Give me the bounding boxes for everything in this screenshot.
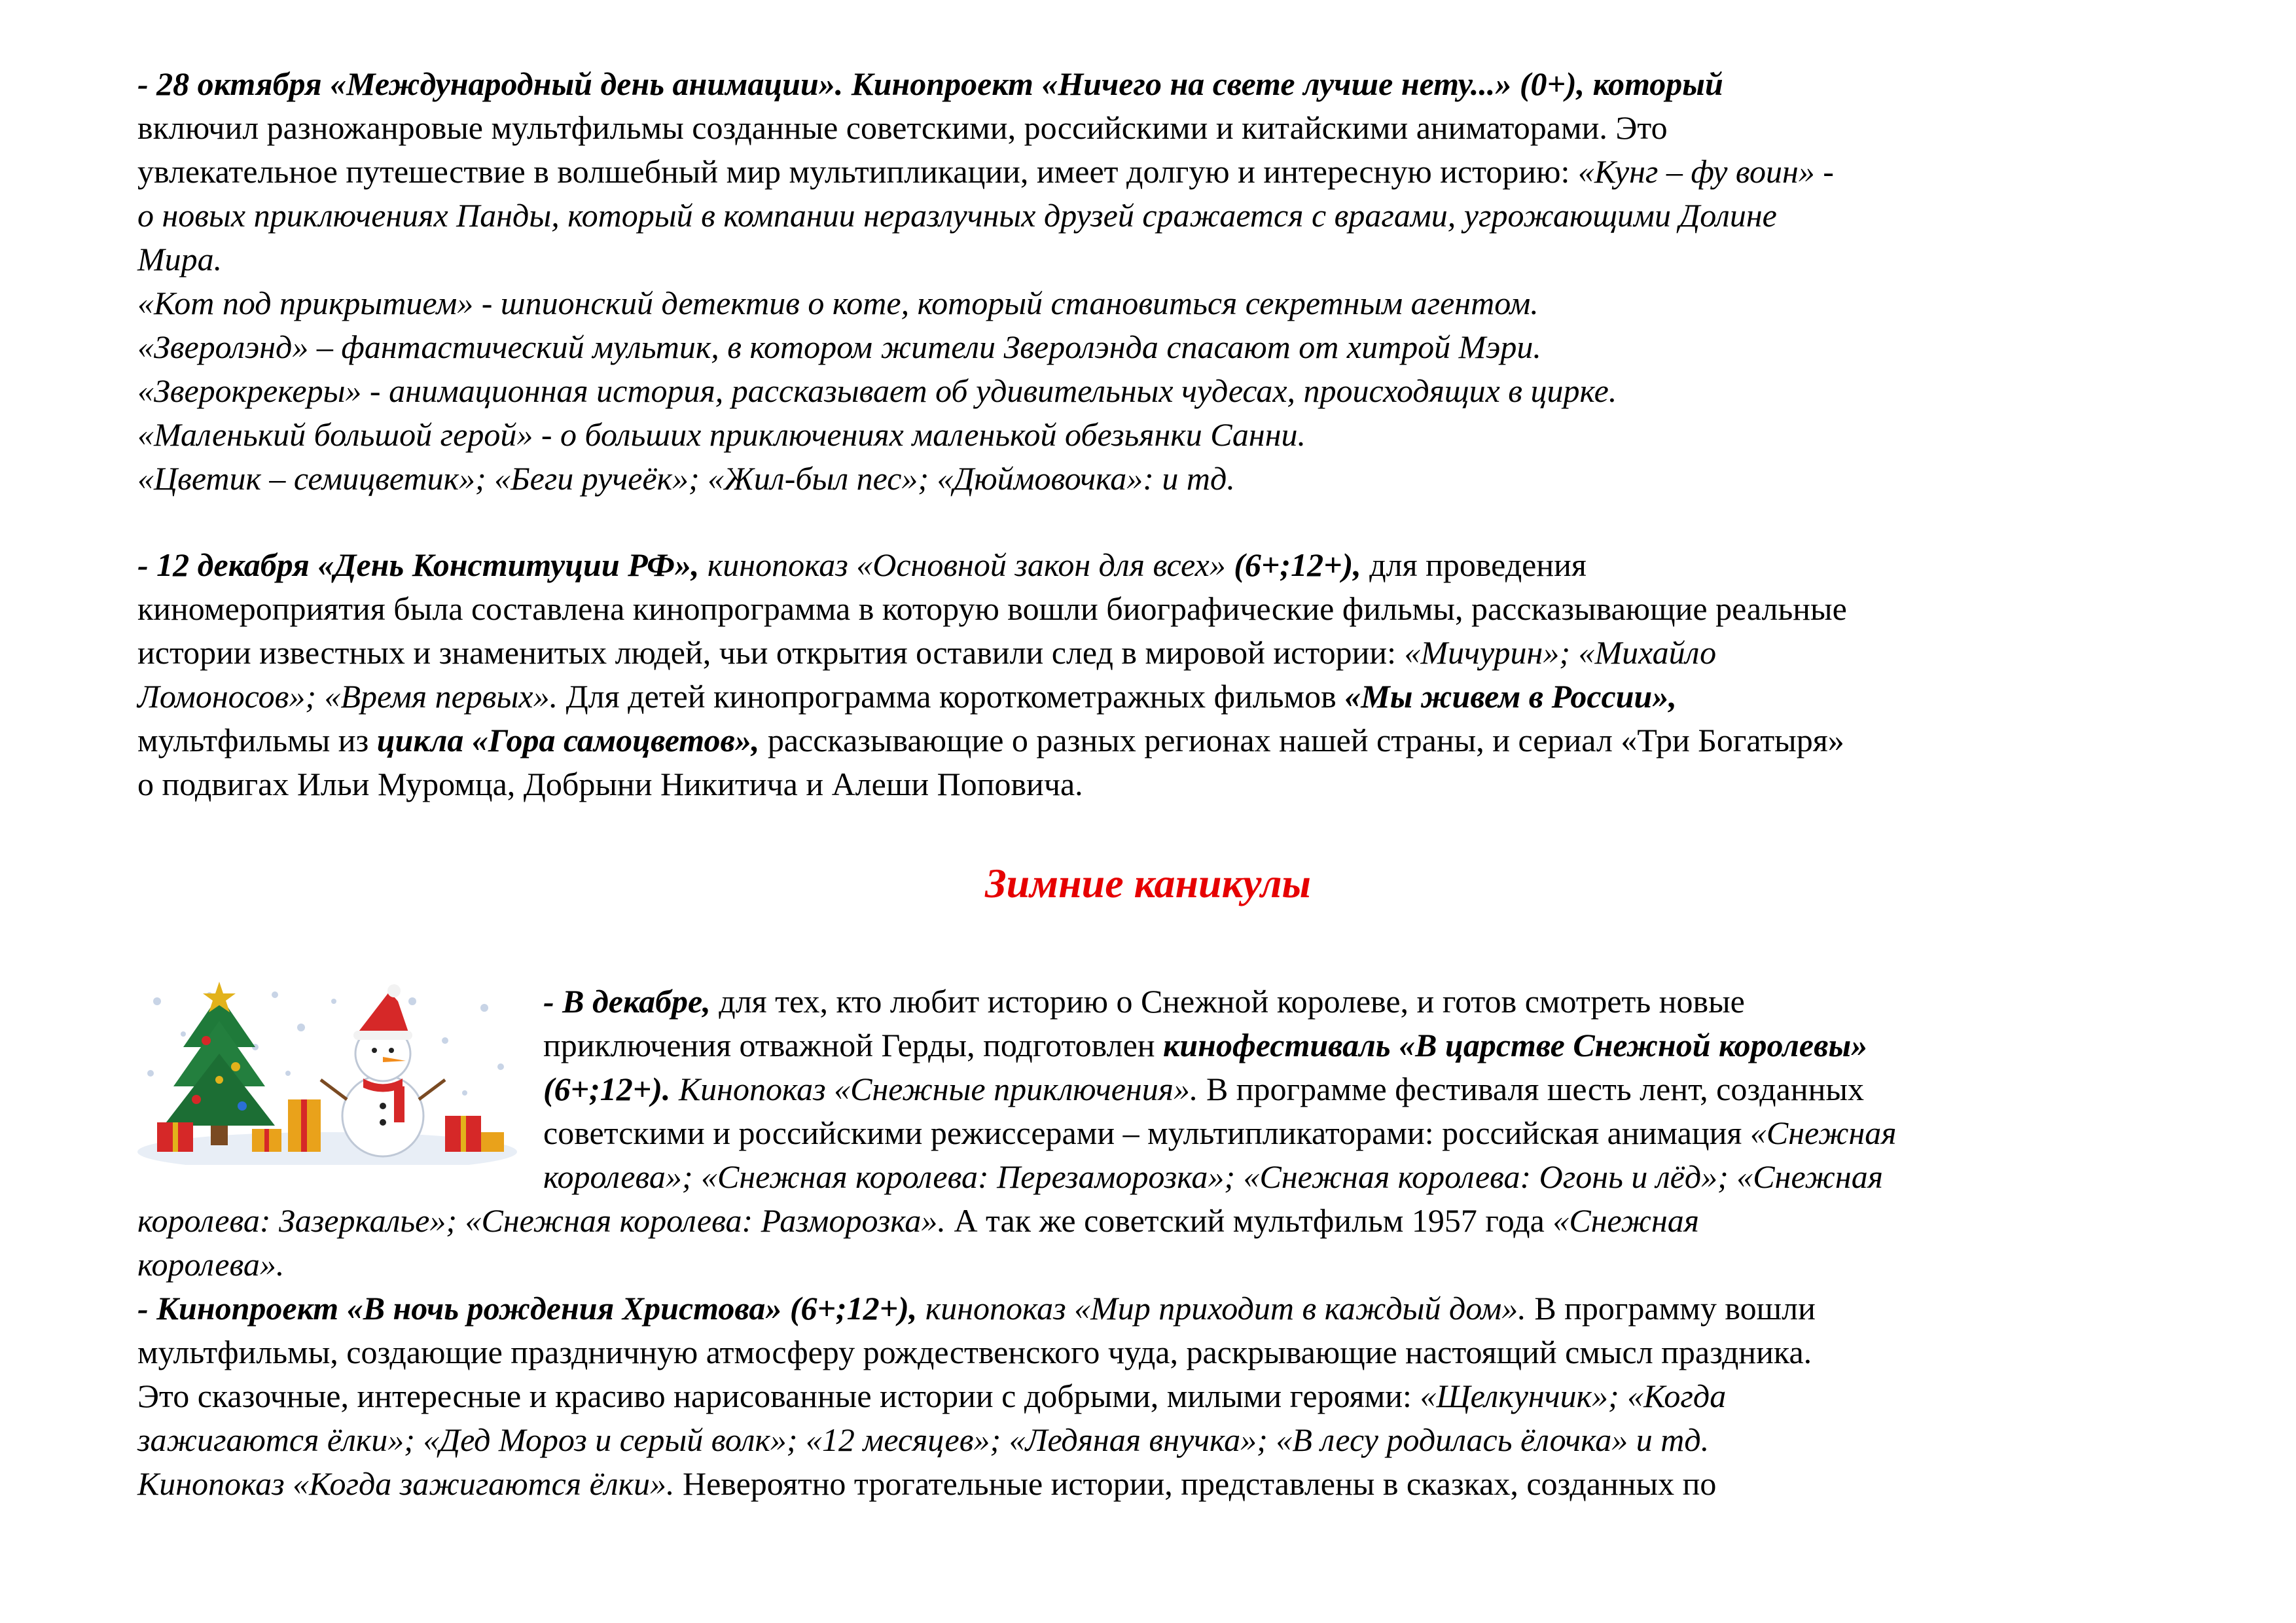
s2-line4-text: Для детей кинопрограмма короткометражных фильмов [558,678,1345,715]
s1-line5: Мира. [137,241,223,277]
section-heading-winter: Зимние каникулы [985,860,1311,906]
s4-line3 [137,1380,1726,1412]
s3-line2-text: приключения отважной Герды, подготовлен [543,1027,1164,1063]
s4-line1 [137,1292,1816,1325]
s4-line1-project: - Кинопроект «В ночь рождения Христова» (6+;12+), [137,1290,918,1327]
s4-line2: мультфильмы, создающие праздничную атмосферу рождественского чуда, раскрывающие настоящий смысл праздника. [137,1334,1812,1370]
s3-line3 [543,1073,1864,1105]
s2-line4-program: «Мы живем в России», [1344,678,1677,715]
s3-line3-age: (6+;12+). [543,1071,671,1107]
s4-line1-rest: В программу вошли [1526,1290,1816,1327]
s2-line1-age: (6+;12+), [1234,546,1361,583]
s1-line1: - 28 октября «Международный день анимации». Кинопроект «Ничего на свете лучше нету...» (0+), который [137,65,1723,102]
s3-line1 [543,985,1745,1018]
s3-line3-show: Кинопоказ «Снежные приключения». [670,1071,1198,1107]
s1-line10: «Цветик – семицветик»; «Беги ручеёк»; «Жил-был пес»; «Дюймовочка»: и тд. [137,460,1235,497]
s2-line2: киномероприятия была составлена кинопрограмма в которую вошли биографические фильмы, рассказывающие реальные [137,590,1847,627]
winter-illustration [137,975,517,1165]
s2-line5-rest: рассказывающие о разных регионах нашей страны, и сериал «Три Богатыря» [759,722,1844,758]
s2-line3-text: истории известных и знаменитых людей, чьи открытия оставили след в мировой истории: [137,634,1405,671]
s3-line1-when: - В декабре, [543,983,711,1020]
s2-line5-text: мультфильмы из [137,722,377,758]
s1-line3-title: «Кунг – фу воин» - [1577,153,1834,190]
s2-line3-titles: «Мичурин»; «Михайло [1404,634,1717,671]
s3-line4-title: «Снежная [1749,1115,1897,1151]
s4-line3-titles: «Щелкунчик»; «Когда [1420,1378,1727,1414]
s2-line4-titles: Ломоносов»; «Время первых». [137,678,558,715]
s2-line1 [137,548,1587,581]
s3-line3-rest: В программе фестиваля шесть лент, созданных [1198,1071,1864,1107]
s3-line1-rest: для тех, кто любит историю о Снежной королеве, и готов смотреть новые [710,983,1745,1020]
s1-line7: «Зверолэнд» – фантастический мультик, в котором жители Зверолэнда спасают от хитрой Мэри. [137,329,1541,365]
s4-line5-show: Кинопоказ «Когда зажигаются ёлки». [137,1465,675,1502]
s2-line1-show: кинопоказ «Основной закон для всех» [699,546,1234,583]
s4-line1-show: кинопоказ «Мир приходит в каждый дом». [917,1290,1526,1327]
s3-line6-text: А так же советский мультфильм 1957 года [945,1202,1553,1239]
s3-line6-title: «Снежная [1552,1202,1700,1239]
s1-line3-text: увлекательное путешествие в волшебный мир мультипликации, имеет долгую и интересную историю: [137,153,1578,190]
s1-line2: включил разножанровые мультфильмы созданные советскими, российскими и китайскими аниматорами. Это [137,109,1668,146]
s3-line5: королева»; «Снежная королева: Перезаморозка»; «Снежная королева: Огонь и лёд»; «Снежная [543,1158,1883,1195]
s2-line1-rest: для проведения [1361,546,1587,583]
s4-line5-text: Невероятно трогательные истории, представлены в сказках, созданных по [674,1465,1717,1502]
s1-line6: «Кот под прикрытием» - шпионский детектив о коте, который становиться секретным агентом. [137,285,1539,321]
s3-line7: королева». [137,1246,285,1283]
s2-line3 [137,636,1716,669]
s3-line6-titles: королева: Зазеркалье»; «Снежная королева: Разморозка». [137,1202,946,1239]
s4-line3-text: Это сказочные, интересные и красиво нарисованные истории с добрыми, милыми героями: [137,1378,1420,1414]
s3-line4 [543,1116,1897,1149]
s1-line3 [137,155,1834,188]
s2-line5 [137,724,1844,757]
s2-line1-date: - 12 декабря «День Конституции РФ», [137,546,700,583]
s1-line8: «Зверокрекеры» - анимационная история, рассказывает об удивительных чудесах, происходящих в цирке. [137,372,1617,409]
s2-line4 [137,680,1677,713]
s1-line4: о новых приключениях Панды, который в компании неразлучных друзей сражается с врагами, угрожающими Долине [137,197,1777,234]
s2-line6: о подвигах Ильи Муромца, Добрыни Никитича и Алеши Поповича. [137,766,1083,802]
s3-line2 [543,1029,1867,1061]
s4-line4: зажигаются ёлки»; «Дед Мороз и серый волк»; «12 месяцев»; «Ледяная внучка»; «В лесу родилась ёлочка» и тд. [137,1421,1710,1458]
s2-line5-cycle: цикла «Гора самоцветов», [376,722,760,758]
s3-line6 [137,1204,1699,1237]
s3-line2-festival: кинофестиваль «В царстве Снежной королевы» [1163,1027,1868,1063]
s4-line5 [137,1467,1716,1500]
s1-line9: «Маленький большой герой» - о больших приключениях маленькой обезьянки Санни. [137,416,1306,453]
s3-line4-text: советскими и российскими режиссерами – мультипликаторами: российская анимация [543,1115,1750,1151]
